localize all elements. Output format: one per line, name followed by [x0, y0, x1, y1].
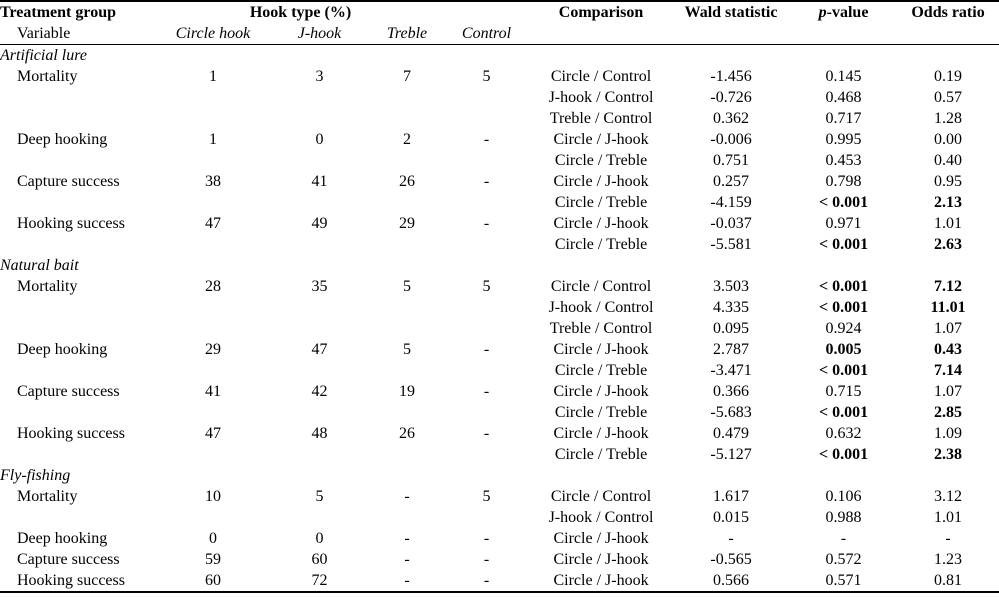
- pvalue-cell: 0.145: [825, 68, 862, 85]
- control-value: -: [483, 341, 490, 358]
- comparison-cell: Circle / J-hook: [553, 131, 649, 148]
- table-body: [0, 45, 999, 593]
- odds-header: Odds ratio: [897, 1, 999, 23]
- wald-cell: -4.159: [710, 194, 752, 211]
- odds-ratio-cell: 0.95: [934, 173, 963, 190]
- table-row: [0, 339, 999, 360]
- odds-ratio-cell: 1.07: [934, 383, 963, 400]
- control-value: -: [483, 530, 490, 547]
- pvalue-cell: < 0.001: [818, 299, 869, 316]
- odds-ratio-cell: 1.01: [934, 215, 963, 232]
- wald-cell: -3.471: [710, 362, 752, 379]
- odds-ratio-cell: 0.19: [934, 68, 963, 85]
- odds-ratio-cell: 2.38: [934, 446, 963, 463]
- odds-ratio-cell: 0.00: [934, 131, 963, 148]
- pvalue-cell: 0.572: [825, 551, 862, 568]
- j-hook-value: 5: [315, 488, 324, 505]
- comparison-cell: J-hook / Control: [548, 89, 654, 106]
- control-value: -: [483, 215, 490, 232]
- odds-ratio-cell: 11.01: [930, 299, 966, 316]
- comparison-cell: Circle / J-hook: [553, 173, 649, 190]
- odds-ratio-cell: 3.12: [934, 488, 963, 505]
- comparison-cell: Treble / Control: [549, 320, 653, 337]
- variable-name: Hooking success: [17, 425, 125, 442]
- comparison-cell: Circle / J-hook: [553, 530, 649, 547]
- treble-value: 5: [403, 278, 412, 295]
- table-row: [0, 444, 999, 465]
- header-spacer: [443, 1, 530, 23]
- comparison-cell: Circle / Control: [550, 278, 652, 295]
- treble-value: -: [404, 488, 410, 505]
- circle-hook-value: 60: [158, 570, 268, 592]
- odds-ratio-cell: 0.81: [897, 570, 999, 592]
- circle-hook-value: 47: [205, 215, 221, 232]
- wald-cell: 2.787: [713, 341, 750, 358]
- group-row: [0, 45, 999, 67]
- circle-hook-value: 28: [205, 278, 221, 295]
- table-row: [0, 549, 999, 570]
- odds-ratio-cell: 0.40: [934, 152, 963, 169]
- circle-hook-value: 10: [205, 488, 221, 505]
- control-value: -: [443, 570, 530, 592]
- table-row: [0, 234, 999, 255]
- pvalue-cell: 0.995: [825, 131, 862, 148]
- pvalue-cell: 0.924: [825, 320, 862, 337]
- wald-cell: 0.015: [713, 509, 750, 526]
- pvalue-cell: 0.632: [825, 425, 862, 442]
- odds-ratio-cell: 1.09: [934, 425, 963, 442]
- odds-ratio-cell: 1.01: [934, 509, 963, 526]
- header-row-2: [0, 23, 999, 45]
- j-hook-value: 35: [311, 278, 328, 295]
- wald-cell: -1.456: [710, 68, 752, 85]
- table-row: [0, 171, 999, 192]
- pvalue-cell: -: [840, 530, 847, 547]
- variable-name: Deep hooking: [17, 530, 108, 547]
- table-row: [0, 402, 999, 423]
- table-row: [0, 108, 999, 129]
- group-row: [0, 255, 999, 276]
- treble-value: -: [404, 530, 410, 547]
- control-value: -: [483, 173, 490, 190]
- group-label: Fly-fishing: [0, 467, 71, 484]
- treble-value: 26: [399, 173, 416, 190]
- pvalue-cell: < 0.001: [818, 194, 869, 211]
- control-value: -: [483, 383, 490, 400]
- wald-cell: -5.581: [710, 236, 752, 253]
- pvalue-cell: < 0.001: [818, 278, 869, 295]
- table-row: [0, 570, 999, 592]
- odds-ratio-cell: 1.07: [934, 320, 963, 337]
- odds-ratio-cell: -: [945, 530, 951, 547]
- odds-ratio-cell: 2.85: [934, 404, 963, 421]
- group-label: Artificial lure: [0, 47, 87, 64]
- wald-cell: 1.617: [713, 488, 750, 505]
- hook-type-header: Hook type (%): [158, 1, 443, 23]
- variable-name: Mortality: [17, 488, 78, 505]
- j-hook-value: 0: [315, 530, 324, 547]
- j-hook-value: 60: [311, 551, 328, 568]
- wald-cell: 0.479: [713, 425, 750, 442]
- variable-name: Deep hooking: [17, 341, 108, 358]
- odds-ratio-cell: 1.23: [934, 551, 963, 568]
- pvalue-header-p: p: [818, 4, 827, 21]
- group-row: [0, 465, 999, 486]
- table-row: [0, 486, 999, 507]
- pvalue-cell: < 0.001: [818, 236, 869, 253]
- comparison-cell: Circle / Treble: [554, 362, 648, 379]
- variable-name: Mortality: [17, 278, 78, 295]
- control-value: 5: [482, 488, 491, 505]
- treble-header: Treble: [371, 23, 443, 45]
- control-header: Control: [443, 23, 530, 45]
- odds-ratio-cell: 0.57: [934, 89, 963, 106]
- j-hook-value: 42: [311, 383, 328, 400]
- pvalue-cell: 0.468: [825, 89, 862, 106]
- wald-cell: 0.366: [713, 383, 750, 400]
- pvalue-cell: 0.571: [790, 570, 897, 592]
- pvalue-cell: 0.971: [825, 215, 862, 232]
- table-row: [0, 66, 999, 87]
- odds-ratio-cell: 7.14: [934, 362, 963, 379]
- table-row: [0, 129, 999, 150]
- circle-hook-value: 47: [205, 425, 221, 442]
- circle-hook-value: 1: [209, 68, 217, 85]
- treble-value: 5: [403, 341, 412, 358]
- table-row: [0, 213, 999, 234]
- table-row: [0, 192, 999, 213]
- pvalue-cell: < 0.001: [818, 446, 869, 463]
- comparison-cell: Circle / Control: [550, 488, 652, 505]
- wald-cell: 3.503: [713, 278, 750, 295]
- circle-hook-value: 1: [209, 131, 217, 148]
- comparison-cell: Treble / Control: [549, 110, 653, 127]
- odds-ratio-cell: 7.12: [934, 278, 963, 295]
- comparison-cell: Circle / J-hook: [553, 551, 649, 568]
- control-value: -: [483, 131, 490, 148]
- variable-name: Deep hooking: [17, 131, 108, 148]
- pvalue-header: [790, 1, 897, 23]
- odds-ratio-cell: 0.43: [934, 341, 963, 358]
- control-value: -: [483, 425, 490, 442]
- comparison-cell: Circle / Treble: [554, 236, 648, 253]
- odds-ratio-cell: 1.28: [934, 110, 963, 127]
- comparison-cell: Circle / Control: [550, 68, 652, 85]
- comparison-cell: Circle / J-hook: [553, 341, 649, 358]
- table-row: [0, 360, 999, 381]
- circle-hook-value: 59: [205, 551, 221, 568]
- j-hook-value: 48: [311, 425, 328, 442]
- treble-value: -: [404, 551, 410, 568]
- variable-name: Capture success: [17, 551, 120, 568]
- j-hook-value: 3: [315, 68, 324, 85]
- j-hook-value: 41: [311, 173, 328, 190]
- variable-header: Variable: [0, 23, 158, 45]
- comparison-cell: Circle / J-hook: [530, 570, 672, 592]
- wald-header: Wald statistic: [672, 1, 790, 23]
- comparison-cell: Circle / J-hook: [553, 425, 649, 442]
- variable-name: Hooking success: [0, 570, 158, 592]
- variable-name: Hooking success: [17, 215, 125, 232]
- treble-value: 2: [403, 131, 412, 148]
- pvalue-cell: 0.005: [825, 341, 862, 358]
- wald-cell: 0.257: [713, 173, 750, 190]
- variable-name: Mortality: [17, 68, 78, 85]
- treble-value: -: [371, 570, 443, 592]
- pvalue-cell: 0.798: [825, 173, 862, 190]
- comparison-header: Comparison: [530, 1, 672, 23]
- treble-value: 26: [399, 425, 416, 442]
- variable-name: Capture success: [17, 173, 120, 190]
- comparison-cell: Circle / Treble: [554, 404, 648, 421]
- treble-value: 7: [403, 68, 412, 85]
- table-row: [0, 87, 999, 108]
- pvalue-cell: 0.717: [825, 110, 862, 127]
- wald-cell: -: [728, 530, 734, 547]
- comparison-cell: Circle / Treble: [554, 194, 648, 211]
- treatment-group-header: Treatment group: [0, 1, 158, 23]
- j-hook-header: J-hook: [268, 23, 371, 45]
- circle-hook-header: Circle hook: [158, 23, 268, 45]
- treble-value: 19: [399, 383, 416, 400]
- variable-name: Capture success: [17, 383, 120, 400]
- wald-cell: 0.566: [672, 570, 790, 592]
- pvalue-cell: 0.715: [825, 383, 862, 400]
- wald-cell: 0.751: [713, 152, 750, 169]
- group-label: Natural bait: [0, 257, 79, 274]
- j-hook-value: 47: [311, 341, 328, 358]
- pvalue-cell: 0.988: [825, 509, 862, 526]
- wald-cell: 0.095: [713, 320, 750, 337]
- pvalue-cell: 0.106: [825, 488, 862, 505]
- pvalue-header-rest: -value: [826, 4, 869, 21]
- comparison-cell: Circle / Treble: [554, 152, 648, 169]
- comparison-cell: Circle / J-hook: [553, 383, 649, 400]
- pvalue-cell: 0.453: [825, 152, 862, 169]
- table-row: [0, 276, 999, 297]
- control-value: 5: [482, 278, 491, 295]
- circle-hook-value: 29: [205, 341, 221, 358]
- circle-hook-value: 41: [205, 383, 221, 400]
- j-hook-value: 72: [268, 570, 371, 592]
- j-hook-value: 49: [311, 215, 328, 232]
- control-value: -: [483, 551, 490, 568]
- wald-cell: -0.006: [710, 131, 752, 148]
- table-row: [0, 528, 999, 549]
- circle-hook-value: 38: [205, 173, 221, 190]
- pvalue-cell: < 0.001: [818, 404, 869, 421]
- wald-cell: -0.726: [710, 89, 752, 106]
- pvalue-cell: < 0.001: [818, 362, 869, 379]
- wald-cell: -5.683: [710, 404, 752, 421]
- wald-cell: 4.335: [713, 299, 750, 316]
- wald-cell: -0.037: [710, 215, 752, 232]
- circle-hook-value: 0: [209, 530, 217, 547]
- table-row: [0, 507, 999, 528]
- comparison-cell: J-hook / Control: [548, 509, 654, 526]
- treble-value: 29: [399, 215, 416, 232]
- table-row: [0, 150, 999, 171]
- odds-ratio-cell: 2.13: [934, 194, 963, 211]
- comparison-cell: J-hook / Control: [548, 299, 654, 316]
- odds-ratio-cell: 2.63: [934, 236, 963, 253]
- table-row: [0, 381, 999, 402]
- control-value: 5: [482, 68, 491, 85]
- table-row: [0, 423, 999, 444]
- comparison-cell: Circle / J-hook: [553, 215, 649, 232]
- table-row: [0, 297, 999, 318]
- wald-cell: -0.565: [710, 551, 752, 568]
- wald-cell: -5.127: [710, 446, 752, 463]
- header-row-1: [0, 1, 999, 23]
- wald-cell: 0.362: [713, 110, 750, 127]
- comparison-cell: Circle / Treble: [554, 446, 648, 463]
- table-row: [0, 318, 999, 339]
- j-hook-value: 0: [315, 131, 324, 148]
